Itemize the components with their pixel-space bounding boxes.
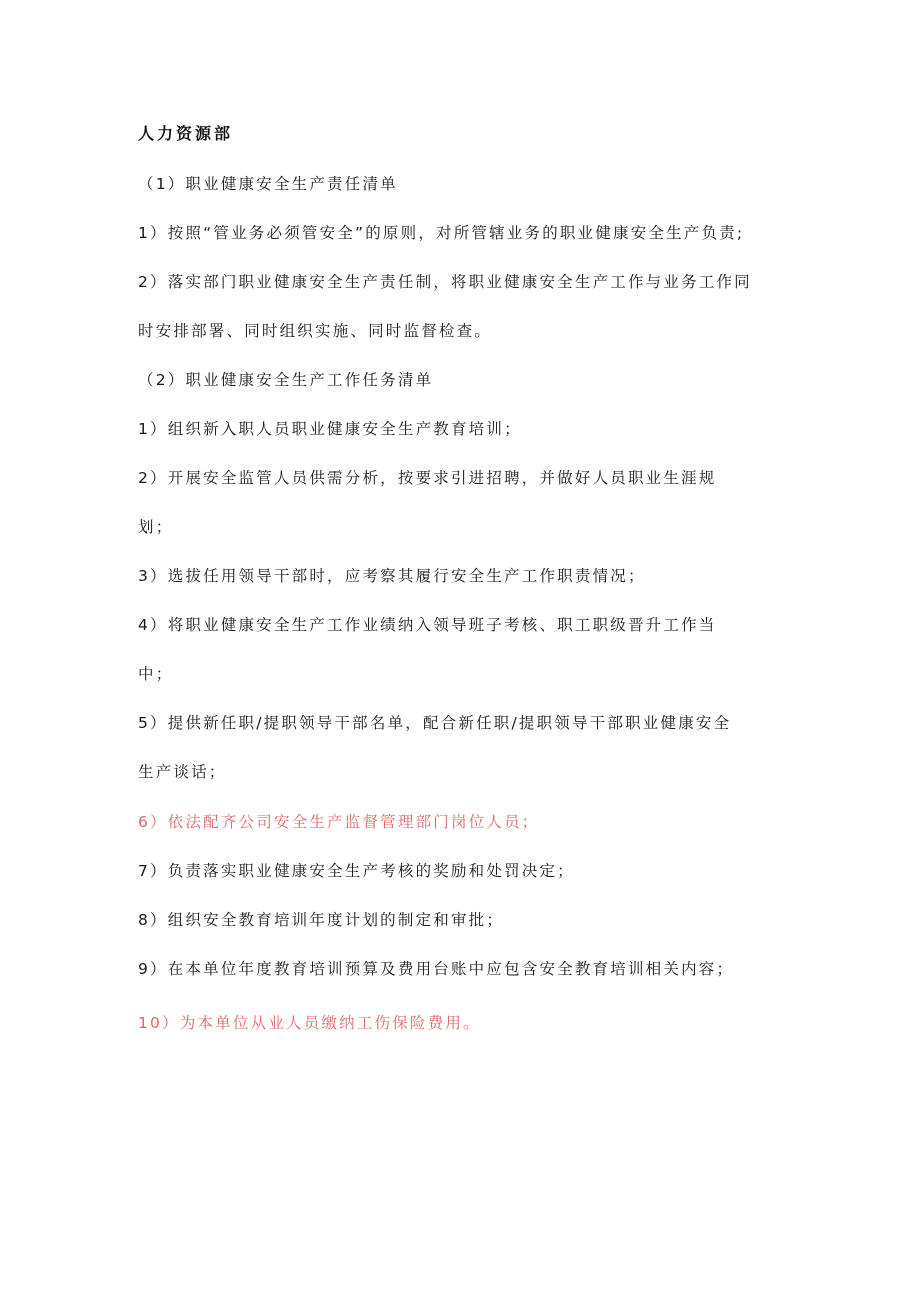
task-item-2-line-2: 划； bbox=[138, 518, 174, 536]
task-item-9: 9）在本单位年度教育培训预算及费用台账中应包含安全教育培训相关内容； bbox=[138, 960, 735, 978]
task-item-6-highlighted: 6）依法配齐公司安全生产监督管理部门岗位人员； bbox=[138, 813, 540, 831]
task-item-5-line-1: 5）提供新任职/提职领导干部名单，配合新任职/提职领导干部职业健康安全 bbox=[138, 714, 732, 732]
task-item-5-line-2: 生产谈话； bbox=[138, 763, 227, 781]
section-title-responsibility-list: （1）职业健康安全生产责任清单 bbox=[138, 175, 398, 193]
task-item-1: 1）组织新入职人员职业健康安全生产教育培训； bbox=[138, 420, 522, 438]
task-item-2-line-1: 2）开展安全监管人员供需分析，按要求引进招聘，并做好人员职业生涯规 bbox=[138, 469, 717, 487]
responsibility-item-1: 1）按照“管业务必须管安全”的原则，对所管辖业务的职业健康安全生产负责; bbox=[138, 224, 745, 242]
task-item-4-line-2: 中； bbox=[138, 665, 174, 683]
department-heading: 人力资源部 bbox=[138, 124, 234, 143]
section-title-task-list: （2）职业健康安全生产工作任务清单 bbox=[138, 371, 434, 389]
responsibility-item-2-line-2: 时安排部署、同时组织实施、同时监督检查。 bbox=[138, 322, 493, 340]
task-item-10-highlighted: 10）为本单位从业人员缴纳工伤保险费用。 bbox=[138, 1014, 481, 1032]
task-item-3: 3）选拔任用领导干部时，应考察其履行安全生产工作职责情况； bbox=[138, 567, 646, 585]
task-item-8: 8）组织安全教育培训年度计划的制定和审批； bbox=[138, 911, 505, 929]
task-item-4-line-1: 4）将职业健康安全生产工作业绩纳入领导班子考核、职工职级晋升工作当 bbox=[138, 616, 717, 634]
task-item-7: 7）负责落实职业健康安全生产考核的奖励和处罚决定； bbox=[138, 862, 575, 880]
responsibility-item-2-line-1: 2）落实部门职业健康安全生产责任制，将职业健康安全生产工作与业务工作同 bbox=[138, 273, 752, 291]
